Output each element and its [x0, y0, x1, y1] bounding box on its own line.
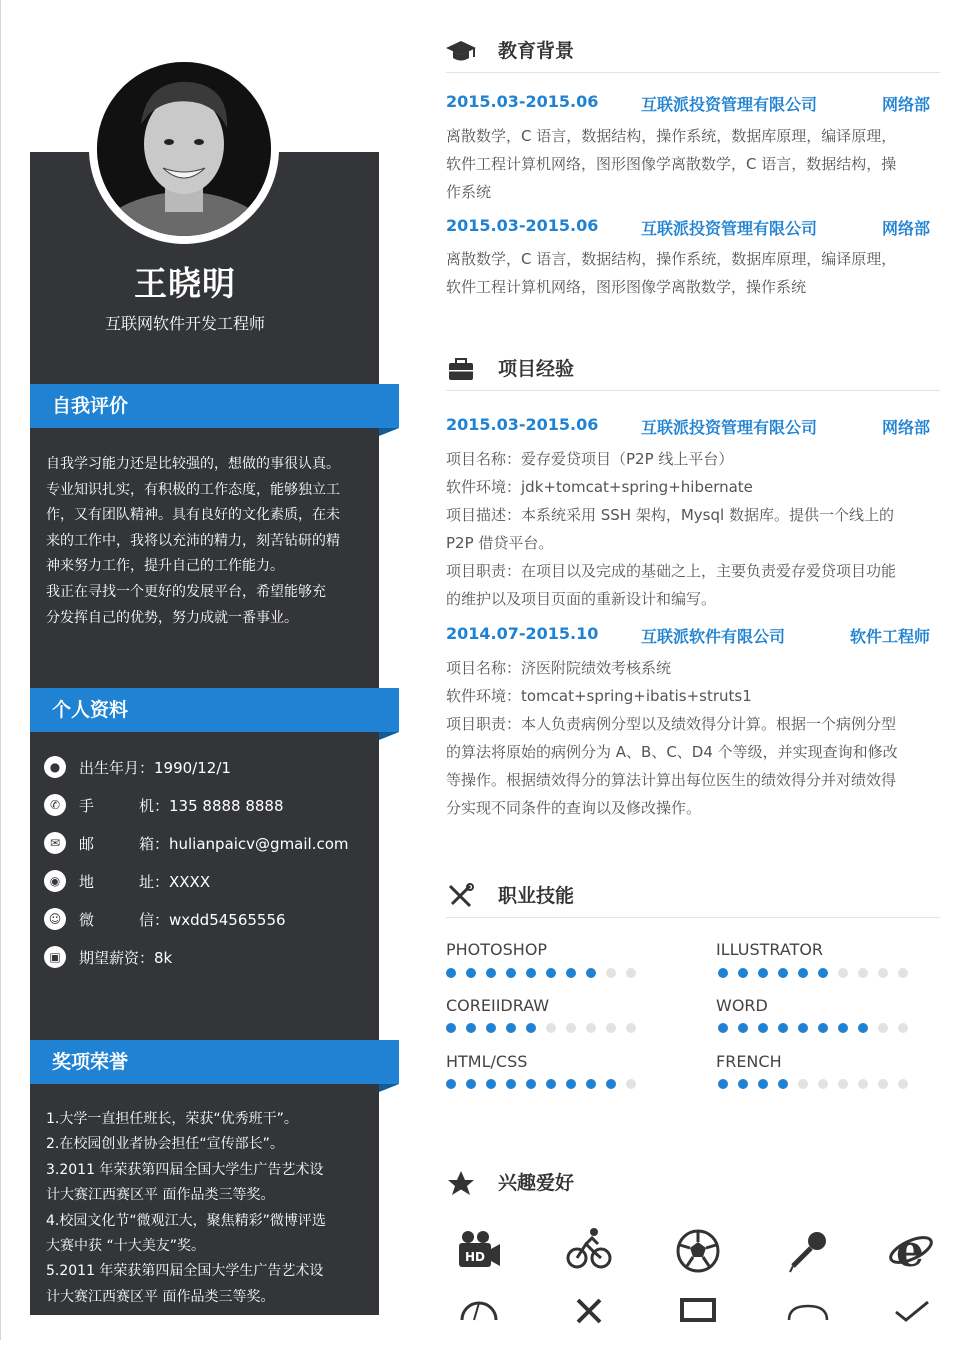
skill-dot-filled: [566, 968, 576, 978]
skill-dot-filled: [526, 968, 536, 978]
graduation-cap-icon: [446, 38, 476, 64]
skills-title: 职业技能: [498, 885, 575, 907]
skill-dot-filled: [718, 1023, 728, 1033]
skill-dot-empty: [626, 1079, 636, 1089]
page-border: [0, 0, 1, 1340]
award-line: 计大赛江西赛区平 面作品类三等奖。: [46, 1288, 275, 1305]
skill-dot-filled: [758, 968, 768, 978]
entry-dept: 网络部: [881, 95, 930, 114]
skill-dot-filled: [758, 1023, 768, 1033]
entry-line: 软件环境：tomcat+spring+ibatis+struts1: [446, 687, 752, 705]
entry-line: 离散数学，C 语言，数据结构，操作系统，数据库原理，编译原理，: [446, 127, 897, 145]
skill-dot-empty: [818, 1079, 828, 1089]
skill-name: FRENCH: [716, 1052, 782, 1071]
award-line: 计大赛江西赛区平 面作品类三等奖。: [46, 1187, 275, 1204]
tools-icon: [446, 883, 476, 909]
education-entry-1-body: [446, 122, 936, 206]
skill-dot-empty: [878, 1023, 888, 1033]
entry-date: 2015.03-2015.06: [446, 216, 599, 235]
entry-dept: 软件工程师: [849, 627, 930, 646]
skill-dot-filled: [446, 1079, 456, 1089]
wechat-icon: ☺: [44, 908, 66, 930]
skill-dot-filled: [506, 968, 516, 978]
personal-title: 个人资料: [52, 699, 129, 721]
self-eval-line: 来的工作中，我将以充沛的精力，刻苦钻研的精: [46, 532, 340, 549]
entry-company: 互联派投资管理有限公司: [641, 95, 818, 114]
cycling-icon: [566, 1226, 612, 1272]
skill-dot-empty: [878, 1079, 888, 1089]
skill-dot-empty: [626, 1023, 636, 1033]
skill-dot-filled: [778, 1023, 788, 1033]
skill-dot-filled: [446, 968, 456, 978]
award-line: 大赛中获 “十大美友”奖。: [46, 1238, 205, 1255]
skill-dot-empty: [858, 968, 868, 978]
info-birth: [44, 754, 374, 792]
info-phone: [44, 792, 374, 830]
skill-dot-filled: [586, 968, 596, 978]
personal-info-list: [44, 754, 374, 982]
entry-line: 软件工程计算机网络，图形图像学离散数学，操作系统: [446, 278, 807, 296]
skill-dot-filled: [466, 1023, 476, 1033]
skill-dot-empty: [838, 968, 848, 978]
info-salary: [44, 944, 374, 982]
skill-dot-filled: [506, 1079, 516, 1089]
skill-dot-empty: [626, 968, 636, 978]
project-entry-2-body: [446, 654, 936, 822]
award-line: 1.大学一直担任班长，荣获“优秀班干”。: [46, 1111, 298, 1127]
avatar: [97, 62, 271, 236]
entry-date: 2014.07-2015.10: [446, 624, 599, 643]
skill-dot-empty: [546, 1023, 556, 1033]
awards-title: 奖项荣誉: [52, 1051, 129, 1073]
info-birth-text: 出生年月：1990/12/1: [79, 759, 231, 777]
info-wechat: [44, 906, 374, 944]
skill-dot-filled: [798, 968, 808, 978]
svg-text:HD: HD: [464, 1250, 486, 1264]
skills-header: [446, 877, 940, 918]
info-email: [44, 830, 374, 868]
skill-dot-filled: [738, 968, 748, 978]
skill-dot-filled: [718, 1079, 728, 1089]
skill-dot-filled: [586, 1079, 596, 1089]
hobbies-header: [446, 1164, 940, 1204]
entry-dept: 网络部: [881, 418, 930, 437]
skill-dot-filled: [546, 968, 556, 978]
internet-explorer-icon: [888, 1228, 934, 1274]
candidate-name: 王晓明: [134, 264, 236, 303]
entry-line: P2P 借贷平台。: [446, 534, 554, 552]
skill-dot-filled: [486, 968, 496, 978]
person-icon: ●: [44, 756, 66, 778]
skill-dot-empty: [858, 1079, 868, 1089]
avatar-photo: [97, 62, 271, 236]
skill-dot-filled: [818, 968, 828, 978]
self-eval-line: 作，又有团队精神。具有良好的文化素质，在未: [46, 507, 340, 524]
awards-text: [46, 1107, 356, 1310]
svg-text:e: e: [896, 1228, 924, 1274]
skill-dot-empty: [798, 1079, 808, 1089]
award-line: 2.在校园创业者协会担任“宣传部长”。: [46, 1136, 284, 1153]
hobby-icon-partial: [566, 1294, 612, 1340]
skill-dot-filled: [838, 1023, 848, 1033]
skill-dot-filled: [526, 1079, 536, 1089]
skill-dot-filled: [466, 1079, 476, 1089]
skill-dot-empty: [606, 1023, 616, 1033]
skill-name: ILLUSTRATOR: [716, 940, 824, 959]
self-eval-text: [46, 452, 352, 631]
award-line: 5.2011 年荣获第四届全国大学生广告艺术设: [46, 1263, 324, 1280]
info-wechat-label: 微: [79, 911, 95, 929]
projects-header: [446, 350, 940, 391]
education-entry-1-head: [446, 92, 930, 116]
skill-dot-empty: [878, 968, 888, 978]
skill-dot-filled: [858, 1023, 868, 1033]
skill-dot-filled: [738, 1023, 748, 1033]
entry-line: 软件环境：jdk+tomcat+spring+hibernate: [446, 478, 753, 496]
info-phone-label: 手: [79, 797, 95, 815]
award-line: 3.2011 年荣获第四届全国大学生广告艺术设: [46, 1161, 324, 1178]
entry-company: 互联派投资管理有限公司: [641, 418, 818, 437]
skill-dot-filled: [526, 1023, 536, 1033]
hobby-icon-partial: [675, 1298, 721, 1344]
entry-line: 软件工程计算机网络，图形图像学离散数学，C 语言，数据结构，操: [446, 155, 897, 173]
info-phone-value: 机：135 8888 8888: [139, 797, 284, 815]
self-eval-line: 分发挥自己的优势，努力成就一番事业。: [46, 609, 298, 626]
self-eval-line: 自我学习能力还是比较强的，想做的事很认真。: [46, 456, 340, 472]
entry-line: 项目名称：爱存爱贷项目（P2P 线上平台）: [446, 450, 734, 468]
entry-line: 离散数学，C 语言，数据结构，操作系统，数据库原理，编译原理，: [446, 250, 897, 268]
phone-icon: ✆: [44, 794, 66, 816]
self-eval-line: 我正在寻找一个更好的发展平台，希望能够充: [46, 583, 326, 600]
skill-dot-filled: [486, 1079, 496, 1089]
entry-line: 等操作。根据绩效得分的算法计算出每位医生的绩效得分并对绩效得: [446, 771, 897, 789]
entry-line: 项目职责：在项目以及完成的基础之上，主要负责爱存爱贷项目功能: [446, 562, 897, 580]
entry-line: 的维护以及项目页面的重新设计和编写。: [446, 590, 717, 608]
education-header: [446, 32, 940, 73]
skill-dot-empty: [898, 968, 908, 978]
project-entry-1-head: [446, 415, 930, 439]
skill-dot-filled: [506, 1023, 516, 1033]
entry-line: 分实现不同条件的查询以及修改操作。: [446, 799, 702, 817]
entry-company: 互联派投资管理有限公司: [641, 219, 818, 238]
info-salary-text: 期望薪资：8k: [79, 949, 173, 967]
mail-icon: ✉: [44, 832, 66, 854]
skill-dot-empty: [838, 1079, 848, 1089]
skill-dot-filled: [778, 1079, 788, 1089]
project-entry-2-head: [446, 624, 930, 648]
skill-name: HTML/CSS: [446, 1052, 528, 1071]
hd-video-icon: [456, 1228, 502, 1274]
hobbies-title: 兴趣爱好: [498, 1172, 575, 1194]
skill-dot-empty: [898, 1079, 908, 1089]
education-entry-2-head: [446, 216, 930, 240]
skill-dot-filled: [758, 1079, 768, 1089]
wallet-icon: ▣: [44, 946, 66, 968]
hobby-icon-partial: [456, 1296, 502, 1342]
skill-dot-empty: [606, 968, 616, 978]
entry-line: 项目描述：本系统采用 SSH 架构，Mysql 数据库。提供一个线上的: [446, 506, 894, 524]
skill-dot-filled: [778, 968, 788, 978]
skill-dot-filled: [738, 1079, 748, 1089]
skill-dot-filled: [566, 1079, 576, 1089]
skill-dot-filled: [606, 1079, 616, 1089]
skill-dot-filled: [546, 1079, 556, 1089]
hobby-icon-partial: [785, 1300, 831, 1346]
hobby-icon-partial: [890, 1300, 936, 1346]
skill-dot-filled: [818, 1023, 828, 1033]
entry-dept: 网络部: [881, 219, 930, 238]
skill-name: COREIIDRAW: [446, 996, 550, 1015]
skill-dot-filled: [718, 968, 728, 978]
projects-title: 项目经验: [498, 358, 575, 380]
project-entry-1-body: [446, 445, 936, 613]
skill-dot-filled: [446, 1023, 456, 1033]
skill-dot-empty: [898, 1023, 908, 1033]
education-entry-2-body: [446, 245, 936, 301]
section-ribbon-self-eval: [36, 384, 399, 432]
self-eval-line: 专业知识扎实，有积极的工作态度，能够独立工: [46, 481, 340, 498]
section-ribbon-personal: [36, 688, 399, 736]
entry-date: 2015.03-2015.06: [446, 415, 599, 434]
skill-name: PHOTOSHOP: [446, 940, 548, 959]
info-address-value: 址：XXXX: [139, 873, 211, 891]
info-wechat-value: 信：wxdd54565556: [139, 911, 286, 929]
briefcase-icon: [446, 356, 476, 382]
education-title: 教育背景: [498, 40, 575, 62]
info-email-value[interactable]: 箱：hulianpaicv@gmail.com: [139, 835, 349, 853]
section-ribbon-awards: [36, 1040, 399, 1088]
location-icon: ◉: [44, 870, 66, 892]
skill-name: WORD: [716, 996, 768, 1015]
entry-date: 2015.03-2015.06: [446, 92, 599, 111]
entry-line: 的算法将原始的病例分为 A、B、C、D4 个等级，并实现查询和修改: [446, 743, 898, 761]
info-email-label: 邮: [79, 835, 95, 853]
job-title: 互联网软件开发工程师: [104, 314, 265, 333]
entry-company: 互联派软件有限公司: [641, 627, 786, 646]
entry-line: 作系统: [446, 183, 492, 201]
info-address: [44, 868, 374, 906]
entry-line: 项目职责：本人负责病例分型以及绩效得分计算。根据一个病例分型: [446, 715, 897, 733]
self-eval-title: 自我评价: [52, 395, 129, 417]
award-line: 4.校园文化节“微观江大，聚焦精彩”微博评选: [46, 1212, 326, 1229]
skill-dot-filled: [486, 1023, 496, 1033]
info-address-label: 地: [79, 873, 95, 891]
entry-line: 项目名称：济医附院绩效考核系统: [446, 659, 672, 677]
skill-dot-filled: [798, 1023, 808, 1033]
skill-dot-filled: [466, 968, 476, 978]
star-icon: [446, 1170, 476, 1196]
soccer-icon: [675, 1228, 721, 1274]
self-eval-line: 神来努力工作，提升自己的工作能力。: [46, 558, 284, 575]
microphone-icon: [785, 1228, 831, 1274]
skill-dot-empty: [586, 1023, 596, 1033]
skill-dot-empty: [566, 1023, 576, 1033]
